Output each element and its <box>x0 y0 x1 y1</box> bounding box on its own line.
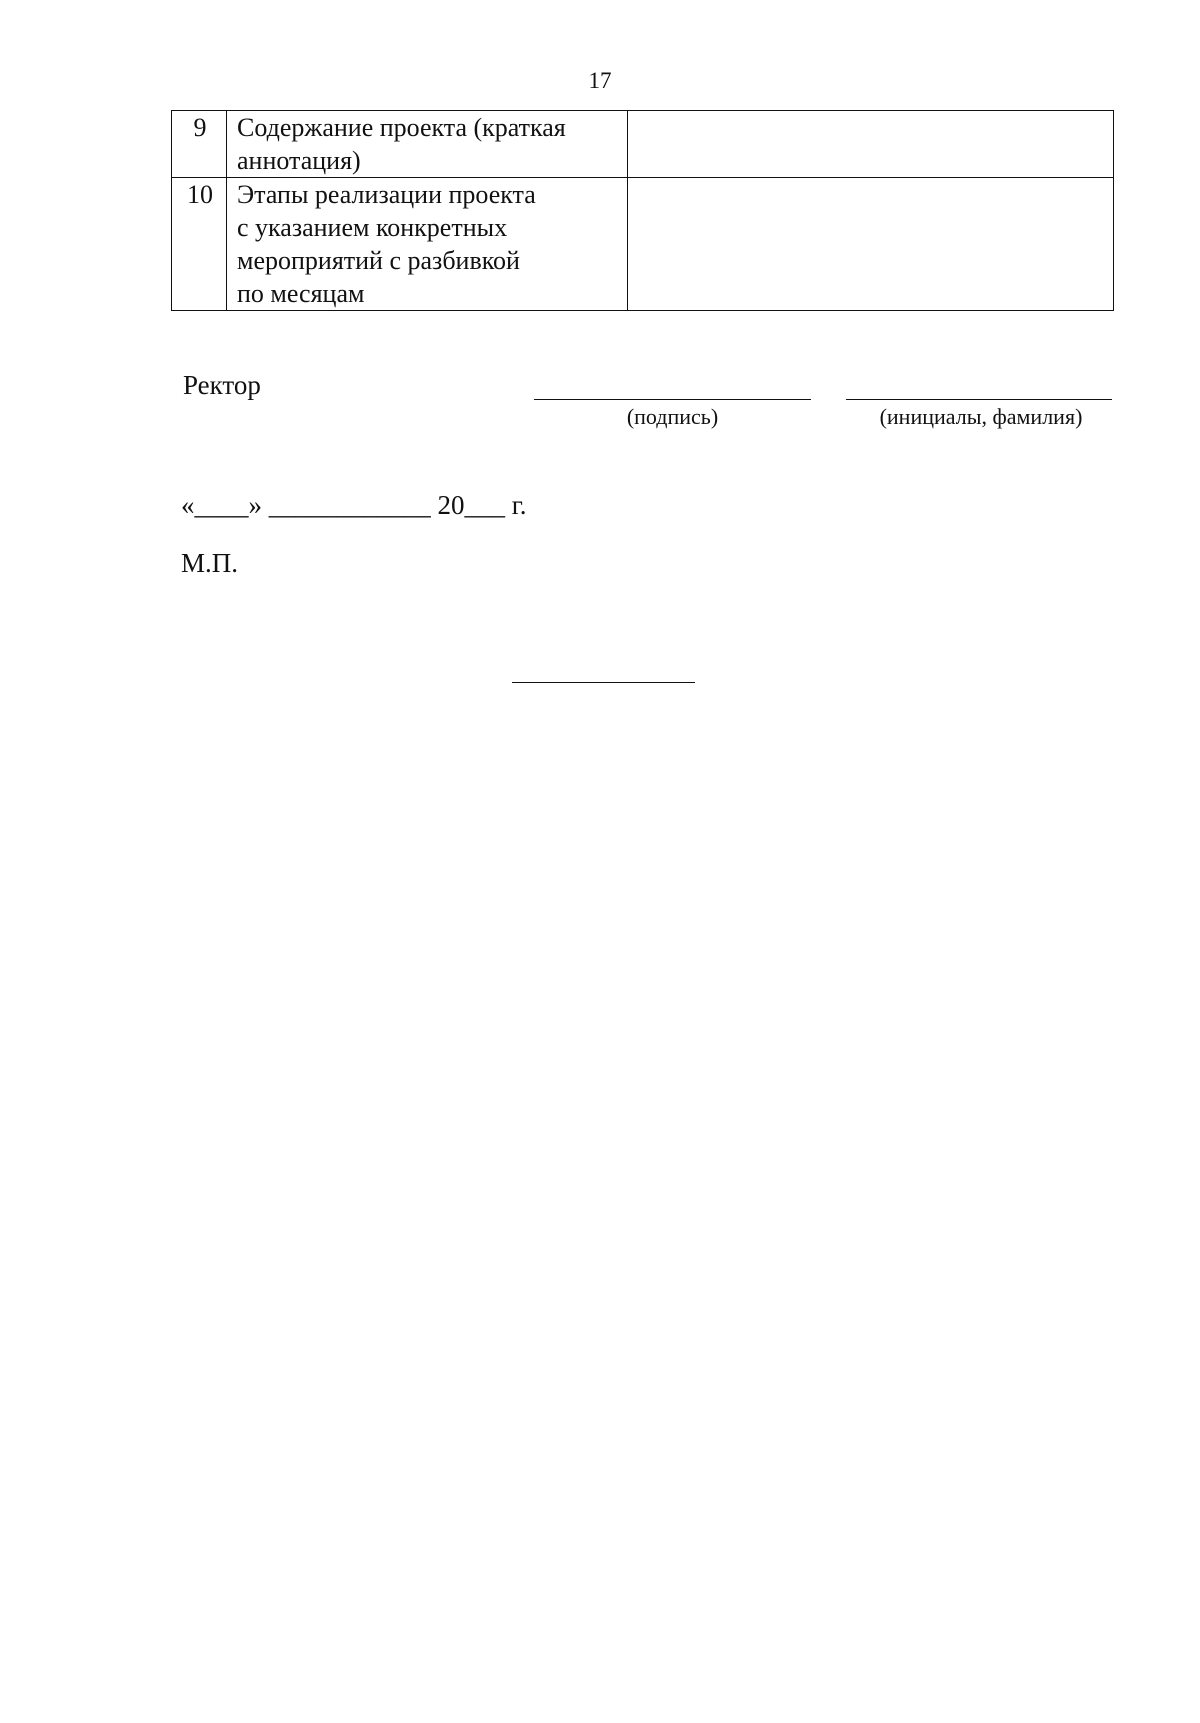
row-number: 10 <box>172 178 227 311</box>
project-form-table <box>171 110 1114 311</box>
row-label-line: аннотация) <box>237 146 361 175</box>
stamp-place: М.П. <box>181 548 239 578</box>
row-label-line: мероприятий с разбивкой <box>237 246 520 275</box>
date-line: «____» ____________ 20___ г. <box>181 490 527 520</box>
row-value-cell[interactable] <box>628 111 1114 178</box>
table-row <box>172 178 1114 311</box>
table-row <box>172 111 1114 178</box>
row-label-line: по месяцам <box>237 279 365 308</box>
row-label-line: Этапы реализации проекта <box>237 180 536 209</box>
row-label <box>227 178 628 311</box>
signer-role: Ректор <box>183 370 261 400</box>
name-caption: (инициалы, фамилия) <box>879 404 1083 429</box>
signature-line[interactable] <box>534 399 811 400</box>
end-rule <box>512 682 695 683</box>
row-label-line: Содержание проекта (краткая <box>237 113 566 142</box>
name-line[interactable] <box>846 399 1112 400</box>
row-value-cell[interactable] <box>628 178 1114 311</box>
row-label <box>227 111 628 178</box>
row-number: 9 <box>172 111 227 178</box>
signature-caption: (подпись) <box>626 404 719 429</box>
row-label-line: с указанием конкретных <box>237 213 508 242</box>
page-number: 17 <box>588 68 612 93</box>
